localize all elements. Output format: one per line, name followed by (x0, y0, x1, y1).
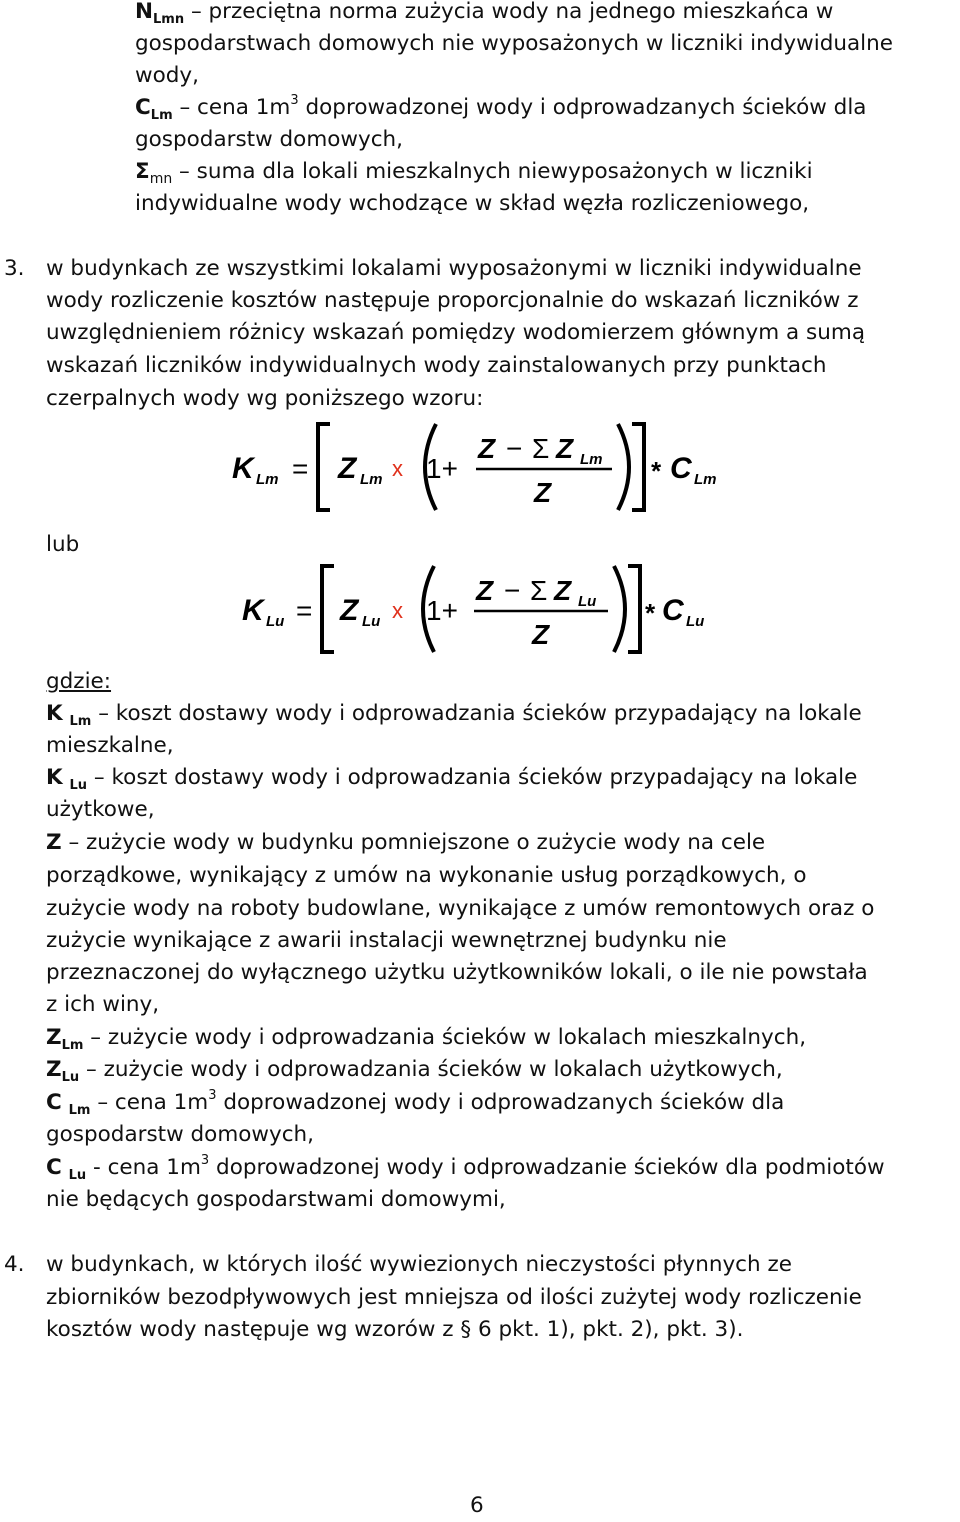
symbol-zlm: Z (46, 1025, 62, 1050)
lub-text: lub (46, 532, 80, 557)
item3-line5: czerpalnych wody wg poniższego wzoru: (46, 386, 484, 411)
page-number: 6 (470, 1493, 484, 1518)
def-text: – zużycie wody i odprowadzania ścieków w lokalach mieszkalnych, (90, 1025, 807, 1050)
formula-k: K (242, 594, 264, 627)
symbol-z: Z (46, 830, 62, 855)
def-clu-line2: nie będących gospodarstwami domowymi, (46, 1187, 506, 1212)
def-text: doprowadzonej wody i odprowadzanych ścieków dla (223, 1090, 785, 1115)
formula-klu (240, 562, 720, 668)
formula-klm (230, 418, 730, 524)
item3-line3: uwzględnieniem różnicy wskazań pomiędzy wodomierzem głównym a sumą (46, 320, 865, 345)
symbol-sub: mn (149, 171, 173, 187)
def-text: – koszt dostawy wody i odprowadzania ścieków przypadający na lokale (98, 701, 862, 726)
def-text: doprowadzonej wody i odprowadzanie ścieków dla podmiotów (216, 1155, 885, 1180)
formula-minus: − (506, 433, 523, 464)
formula-num-sub: Lm (580, 451, 603, 468)
item4-line3: kosztów wody następuje wg wzorów z § 6 pkt. 1), pkt. 2), pkt. 3). (46, 1317, 744, 1342)
def-clu-line1 (46, 1152, 885, 1187)
def-zlm-line1 (46, 1022, 806, 1057)
symbol-clu: C (46, 1155, 62, 1180)
formula-times: x (392, 598, 403, 623)
formula-z: Z (340, 594, 359, 627)
def-nlmn-line2: gospodarstwach domowych nie wyposażonych w liczniki indywidualne (135, 31, 893, 56)
def-klm-line1 (46, 698, 862, 733)
def-z-line1 (46, 827, 765, 859)
def-z-line2: porządkowe, wynikający z umów na wykonanie usług porządkowych, o (46, 863, 807, 888)
superscript: 3 (290, 93, 299, 108)
item3-number: 3. (4, 256, 25, 281)
def-klm-line2: mieszkalne, (46, 733, 174, 758)
def-text: – cena 1m (179, 95, 291, 120)
def-z-line4: zużycie wynikające z awarii instalacji wewnętrznej budynku nie (46, 928, 727, 953)
formula-num-z: Z (478, 433, 496, 464)
symbol-sub: Lm (150, 108, 173, 123)
item4-line1: w budynkach, w których ilość wywiezionych nieczystości płynnych ze (46, 1252, 792, 1277)
def-z-line3: zużycie wody na roboty budowlane, wynikające z umów remontowych oraz o (46, 896, 875, 921)
def-clm2-line2: gospodarstw domowych, (46, 1122, 315, 1147)
symbol-clm: C (46, 1090, 62, 1115)
formula-star: * (650, 456, 661, 486)
def-z-line6: z ich winy, (46, 992, 160, 1017)
item3-line2: wody rozliczenie kosztów następuje proporcjonalnie do wskazań liczników z (46, 288, 859, 313)
item3-line1: w budynkach ze wszystkimi lokalami wyposażonymi w liczniki indywidualne (46, 256, 862, 281)
formula-one: 1+ (426, 595, 458, 626)
formula-z-sub: Lm (360, 471, 383, 488)
symbol-sub: Lu (61, 1070, 80, 1085)
symbol-sub: Lm (61, 1038, 84, 1053)
symbol-sub: Lu (68, 1168, 87, 1183)
formula-num-sub: Lu (578, 593, 597, 610)
symbol-clm: C (135, 95, 151, 120)
formula-c: C (662, 594, 684, 627)
formula-c-sub: Lm (694, 471, 717, 488)
item3-line4: wskazań liczników indywidualnych wody zainstalowanych przy punktach (46, 353, 827, 378)
def-text: – zużycie wody i odprowadzania ścieków w lokalach użytkowych, (85, 1057, 783, 1082)
def-text: – koszt dostawy wody i odprowadzania ścieków przypadający na lokale (93, 765, 858, 790)
item4-number: 4. (4, 1252, 25, 1277)
formula-sigma: Σ (530, 575, 548, 606)
def-clm-line1 (135, 92, 866, 127)
def-text: – przeciętna norma zużycia wody na jednego mieszkańca w (190, 0, 834, 24)
formula-z: Z (338, 452, 357, 485)
formula-num-z2: Z (556, 433, 574, 464)
def-zlu-line1 (46, 1054, 783, 1089)
symbol-zlu: Z (46, 1057, 62, 1082)
symbol-klu: K (46, 765, 63, 790)
def-smn-line1 (135, 156, 813, 190)
formula-c-sub: Lu (686, 613, 705, 630)
def-nlmn-line3: wody, (135, 63, 199, 88)
formula-one: 1+ (426, 453, 458, 484)
formula-k-sub: Lu (266, 613, 285, 630)
def-klu-line1 (46, 762, 857, 797)
superscript: 3 (200, 1153, 210, 1168)
def-text: – suma dla lokali mieszkalnych niewyposażonych w liczniki (179, 159, 813, 184)
formula-c: C (670, 452, 692, 485)
def-clm-line2: gospodarstw domowych, (135, 127, 404, 152)
def-klu-line2: użytkowe, (46, 797, 155, 822)
def-text: doprowadzonej wody i odprowadzanych ścieków dla (305, 95, 867, 120)
gdzie-heading: gdzie: (46, 669, 112, 694)
def-z-line5: przeznaczonej do wyłącznego użytku użytkowników lokali, o ile nie powstała (46, 960, 868, 985)
symbol-sub: Lu (69, 778, 88, 793)
def-clm2-line1 (46, 1087, 784, 1122)
formula-num-z2: Z (554, 575, 572, 606)
def-text: - cena 1m (93, 1155, 201, 1180)
def-nlmn-line1 (135, 0, 833, 31)
def-smn-line2: indywidualne wody wchodzące w skład węzła rozliczeniowego, (135, 191, 810, 216)
symbol-sub: Lm (69, 714, 92, 729)
formula-den: Z (534, 477, 552, 508)
formula-minus: − (504, 575, 521, 606)
formula-eq: = (292, 453, 309, 484)
formula-z-sub: Lu (362, 613, 381, 630)
symbol-sigma: Σ (135, 159, 150, 184)
symbol-klm: K (46, 701, 63, 726)
def-text: – cena 1m (97, 1090, 209, 1115)
symbol-sub: Lm (68, 1103, 91, 1118)
superscript: 3 (208, 1088, 217, 1103)
symbol-sub: Lmn (153, 12, 185, 27)
item4-line2: zbiorników bezodpływowych jest mniejsza od ilości zużytej wody rozliczenie (46, 1285, 862, 1310)
formula-den: Z (532, 619, 550, 650)
formula-times: x (392, 456, 403, 481)
formula-num-z: Z (476, 575, 494, 606)
symbol-nlmn: N (135, 0, 153, 24)
formula-sigma: Σ (532, 433, 550, 464)
formula-k-sub: Lm (256, 471, 279, 488)
formula-eq: = (296, 595, 313, 626)
formula-star: * (644, 598, 655, 628)
formula-k: K (232, 452, 254, 485)
def-text: – zużycie wody w budynku pomniejszone o zużycie wody na cele (68, 830, 766, 855)
